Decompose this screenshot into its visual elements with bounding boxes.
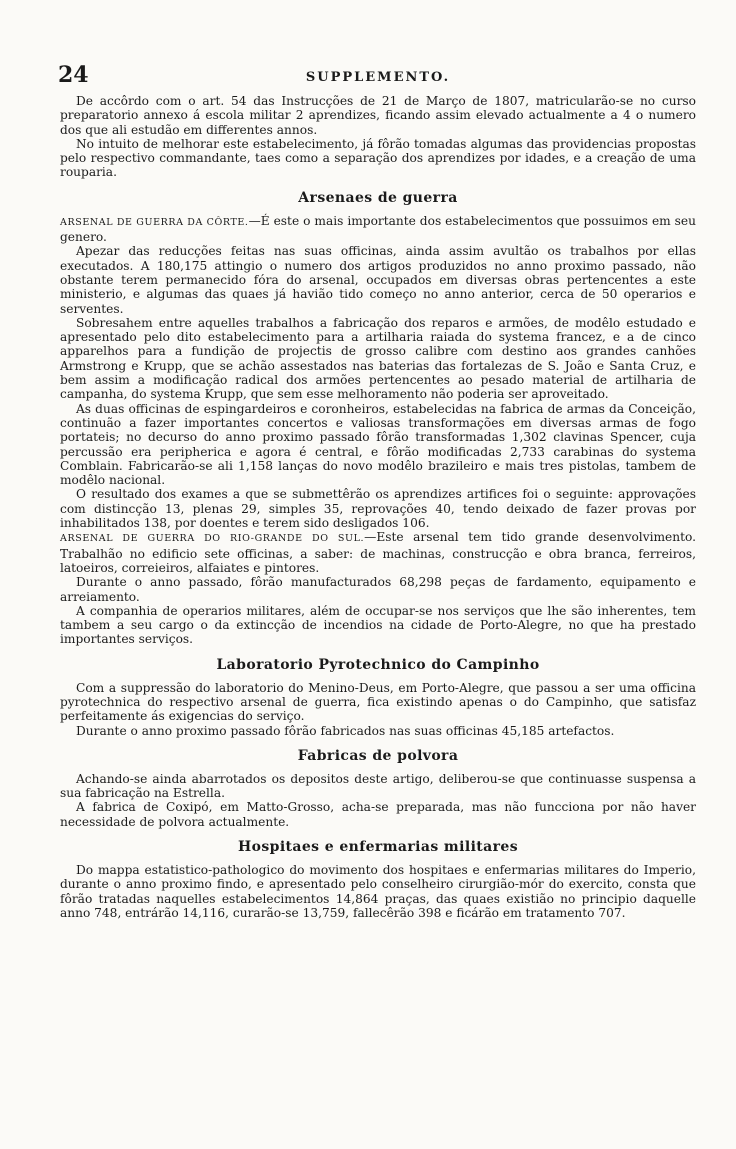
arsenal-rs-label: ARSENAL DE GUERRA DO RIO-GRANDE DO SUL. <box>60 533 365 545</box>
section-title-hospitaes: Hospitaes e enfermarias militares <box>237 839 518 856</box>
section-title-fabricas: Fabricas de polvora <box>297 747 459 764</box>
body-paragraph: As duas officinas de espingardeiros e coronheiros, estabelecidas na fabrica de armas da Conceição, continuão a fazer importantes concertos e valiosas transformações em diversas armas de fogo portateis; no decurso do anno proximo passado fôrão transformadas 1,302 clavinas Spencer, cuja percussão era peripherica e agora é central, e fôrão modificadas 2,733 carabinas do systema Comblain. Fabricarão-se ali 1,158 lanças do novo modêlo brazileiro e mais tres pistolas, tambem de modêlo nacional. <box>60 401 696 488</box>
body-paragraph: O resultado dos exames a que se submettêrão os aprendizes artifices foi o seguinte: approvações com distincção 13, plenas 29, simples 35, reprovações 40, tendo deixado de fazer provas por inhabilitados 138, por doentes e terem sido desligados 106. <box>60 487 696 531</box>
arsenal-corte-text: —É este o mais importante dos estabelecimentos que possuimos em seu genero. <box>60 213 696 245</box>
document-page <box>60 62 696 920</box>
section-title-arsenaes: Arsenaes de guerra <box>298 189 458 206</box>
running-title: SUPPLEMENTO. <box>305 70 451 85</box>
body-paragraph: Do mappa estatistico-pathologico do movimento dos hospitaes e enfermarias militares do Imperio, durante o anno proximo findo, e apresentado pelo conselheiro cirurgião-mór do exercito, consta que fôrão tratadas naquelles estabelecimentos 14,864 praças, das quaes existião no principio daquelle anno 748, entrárão 14,116, curarão-se 13,759, fallecêrão 398 e ficárão em tratamento 707. <box>60 863 696 920</box>
intro-paragraph: No intuito de melhorar este estabelecimento, já fôrão tomadas algumas das providencias propostas pelo respectivo commandante, taes como a separação dos aprendizes por idades, e a creação de uma roupariа. <box>60 136 696 180</box>
body-paragraph: Achando-se ainda abarrotados os depositos deste artigo, deliberou-se que continuasse suspensa a sua fabricação na Estrella. <box>60 771 696 801</box>
body-paragraph: A companhia de operarios militares, além de occupar-se nos serviços que lhe são inherentes, tem tambem a seu cargo o da extincção de incendios na cidade de Porto-Alegre, no que ha prestado importantes serviços. <box>60 603 696 647</box>
body-paragraph: Apezar das reducções feitas nas suas officinas, ainda assim avultão os trabalhos por ellas executados. A 180,175 attingio o numero dos artigos produzidos no anno proximo passado, não obstante terem permanecido fóra do arsenal, occupados em diversas obras pertencentes a este ministerio, e algumas das quaes já havião tido começo no anno anterior, cerca de 50 operarios e serventes. <box>60 244 696 316</box>
body-paragraph: Durante o anno passado, fôrão manufacturados 68,298 peças de fardamento, equipamento e arreiamento. <box>60 575 696 604</box>
arsenal-rs-paragraph <box>60 530 696 575</box>
body-paragraph: Sobresahem entre aquelles trabalhos a fabricação dos reparos e armões, de modêlo estudado e apresentado pelo dito estabelecimento para a artilharia raiada do systema francez, e a de cinco apparelhos para a fundição de projectis de grosso calibre com destino aos grandes canhões Armstrong e Krupp, que se achão assestados nas baterias das fortalezas de S. João e Santa Cruz, e bem assim a modificação radical dos armões pertencentes ao pesado material de artilharia de campanha, do systema Krupp, que sem esse melhoramento não poderia ser aproveitado. <box>60 315 696 402</box>
body-paragraph: Durante o anno proximo passado fôrão fabricados nas suas officinas 45,185 artefactos. <box>76 723 615 738</box>
page-header <box>60 62 696 94</box>
arsenal-rs-text: —Este arsenal tem tido grande desenvolvimento. Trabalhão no edificio sete officinas, a saber: de machinas, construcção e obra branca, ferreiros, latoeiros, correieiros, alfaiates e pintores. <box>60 530 696 575</box>
intro-paragraph: De accôrdo com o art. 54 das Instrucções de 21 de Março de 1807, matricularão-se no curso preparatorio annexo á escola militar 2 aprendizes, ficando assim elevado actualmente a 4 o numero dos que ali estudão em differentes annos. <box>60 94 696 137</box>
body-paragraph: A fabrica de Coxipó, em Matto-Grosso, acha-se preparada, mas não funcciona por não haver necessidade de polvora actualmente. <box>60 800 696 829</box>
section-title-laboratorio: Laboratorio Pyrotechnico do Campinho <box>216 656 540 673</box>
arsenal-corte-paragraph <box>60 214 696 245</box>
arsenal-corte-label: ARSENAL DE GUERRA DA CÔRTE. <box>60 216 249 228</box>
page-number: 24 <box>58 62 89 88</box>
body-paragraph: Com a suppressão do laboratorio do Menino-Deus, em Porto-Alegre, que passou a ser uma officina pyrotechnica do respectivo arsenal de guerra, fica existindo apenas o do Campinho, que satisfaz perfeitamente ás exigencias do serviço. <box>60 680 696 724</box>
